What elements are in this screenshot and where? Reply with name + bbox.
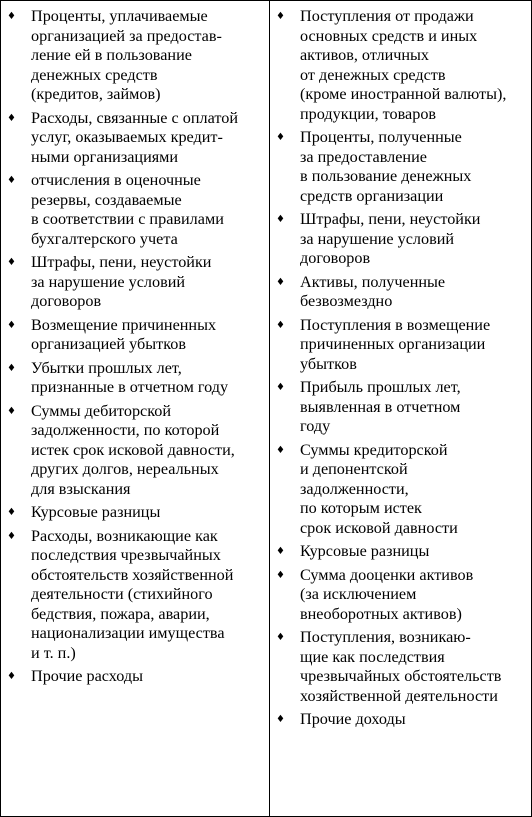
expense-item: [1, 402, 269, 500]
expense-item: [1, 7, 269, 105]
diamond-bullet-icon: ♦: [276, 132, 285, 143]
income-item-text: Активы, полученные безвозмездно: [300, 272, 446, 310]
income-item-text: Поступления в возмещение причиненных организации убытков: [300, 315, 491, 373]
expense-item: [1, 109, 269, 168]
expenses-column: [1, 1, 270, 816]
expense-item-text: Проценты, уплачиваемые организацией за предостав- ление ей в пользование денежных средств (кредитов, займов): [31, 7, 222, 103]
income-item: [270, 441, 531, 539]
diamond-bullet-icon: ♦: [7, 405, 16, 417]
expense-item-text: Штрафы, пени, неустойки за нарушение условий договоров: [31, 253, 212, 310]
diamond-bullet-icon: ♦: [276, 714, 285, 725]
income-item: [270, 710, 531, 730]
diamond-bullet-icon: ♦: [7, 257, 16, 268]
diamond-bullet-icon: ♦: [276, 444, 285, 456]
diamond-bullet-icon: ♦: [276, 569, 285, 581]
income-item-text: Поступления, возникаю- щие как последствия чрезвычайных обстоятельств хозяйственной деятельности: [300, 628, 502, 705]
diamond-bullet-icon: ♦: [276, 214, 285, 225]
expense-item: [1, 527, 269, 664]
expense-item-text: Прочие расходы: [31, 667, 143, 685]
diamond-bullet-icon: ♦: [276, 546, 285, 557]
income-item: [270, 316, 531, 375]
expense-item: [1, 359, 269, 398]
income-item: [270, 628, 531, 706]
diamond-bullet-icon: ♦: [276, 319, 285, 331]
expense-item: [1, 667, 269, 687]
expense-item-text: Курсовые разницы: [31, 503, 161, 521]
income-item-text: Прочие доходы: [300, 710, 406, 728]
income-item-text: Суммы кредиторской и депонентской задолженности, по которым истек срок исковой давности: [300, 440, 458, 537]
diamond-bullet-icon: ♦: [7, 530, 16, 542]
income-item-text: Штрафы, пени, неустойки за нарушение условий договоров: [300, 210, 481, 267]
diamond-bullet-icon: ♦: [276, 632, 285, 643]
diamond-bullet-icon: ♦: [7, 507, 16, 518]
income-item: [270, 378, 531, 437]
income-item-text: Сумма дооценки активов (за исключением внеоборотных активов): [300, 565, 474, 623]
income-item-text: Курсовые разницы: [300, 542, 430, 560]
expense-item-text: Возмещение причиненных организацией убытков: [31, 315, 217, 353]
diamond-bullet-icon: ♦: [276, 382, 285, 393]
expense-item-text: Расходы, возникающие как последствия чрезвычайных обстоятельств хозяйственной деятельности (стихийного бедствия, пожара, аварии, национализации имущества и т. п.): [31, 526, 234, 662]
diamond-bullet-icon: ♦: [276, 11, 285, 22]
diamond-bullet-icon: ♦: [7, 11, 16, 22]
income-item-text: Проценты, полученные за предоставление в пользование денежных средств организации: [300, 128, 472, 205]
income-item: [270, 273, 531, 312]
expense-item-text: Расходы, связанные с оплатой услуг, оказываемых кредит- ными организациями: [31, 108, 238, 166]
expense-item: [1, 316, 269, 355]
income-item: [270, 128, 531, 206]
diamond-bullet-icon: ♦: [7, 671, 16, 682]
expense-item: [1, 503, 269, 523]
expense-item-text: Суммы дебиторской задолженности, по которой истек срок исковой давности, других долгов, нереальных для взыскания: [31, 401, 235, 498]
expense-item: [1, 171, 269, 249]
income-item-text: Поступления от продажи основных средств и иных активов, отличных от денежных средств (кроме иностранной валюты), продукции, товаров: [300, 7, 507, 123]
income-item-text: Прибыль прошлых лет, выявленная в отчетном году: [300, 378, 461, 435]
income-item: [270, 542, 531, 562]
diamond-bullet-icon: ♦: [7, 362, 16, 374]
expense-item: [1, 253, 269, 312]
expense-item-text: отчисления в оценочные резервы, создаваемые в соответствии с правилами бухгалтерского учета: [31, 171, 224, 248]
income-item: [270, 7, 531, 124]
diamond-bullet-icon: ♦: [7, 175, 16, 186]
income-item: [270, 210, 531, 269]
diamond-bullet-icon: ♦: [7, 112, 16, 124]
diamond-bullet-icon: ♦: [7, 319, 16, 331]
income-column: [270, 1, 531, 816]
income-item: [270, 566, 531, 625]
expense-item-text: Убытки прошлых лет, признанные в отчетном году: [31, 358, 229, 396]
diamond-bullet-icon: ♦: [276, 276, 285, 288]
